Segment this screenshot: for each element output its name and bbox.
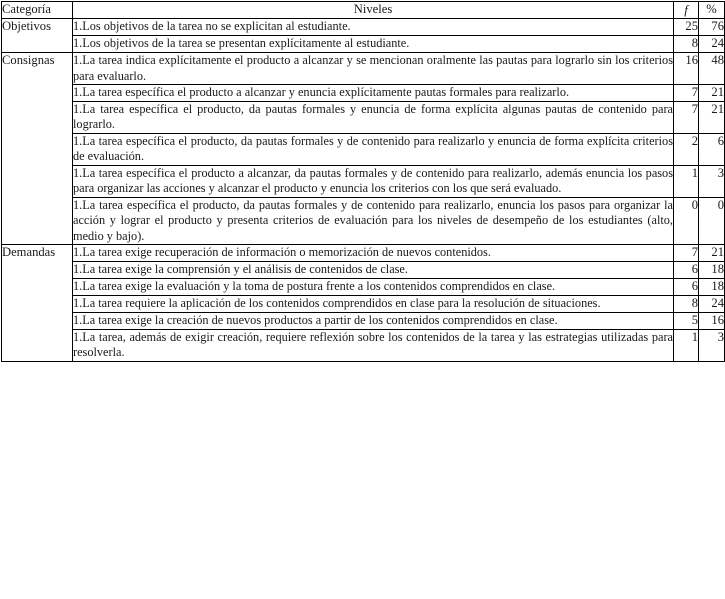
column-header-porcentaje: % [699,2,725,19]
frequency-cell: 8 [674,36,699,53]
level-description-cell: 1.La tarea requiere la aplicación de los contenidos comprendidos en clase para la resolución de situaciones. [73,295,674,312]
column-header-categoria: Categoría [2,2,73,19]
level-description-cell: 1.La tarea exige la evaluación y la toma de postura frente a los contenidos comprendidos en clase. [73,279,674,296]
table-row [2,36,725,53]
level-description-cell: 1.La tarea específica el producto, da pautas formales y de contenido para realizarlo y enuncia de forma explícita criterios de evaluación. [73,133,673,164]
percent-cell: 21 [699,245,725,262]
percent-cell: 24 [699,36,725,53]
frequency-cell: 1 [674,165,699,197]
table-row [2,133,725,165]
percent-cell: 16 [699,312,725,329]
level-description-cell: 1.Los objetivos de la tarea se presentan explícitamente al estudiante. [73,36,674,53]
levels-table [1,1,725,362]
frequency-cell: 5 [674,312,699,329]
table-row [2,19,725,36]
category-cell: Consignas [2,53,73,245]
level-description-cell: 1.La tarea específica el producto, da pautas formales y enuncia de forma explícita algunas pautas de contenido para lograrlo. [73,101,673,132]
level-description-cell: 1.La tarea indica explícitamente el producto a alcanzar y se mencionan oralmente las pautas para lograrlo sin los criterios para evaluarlo. [73,53,673,83]
level-description-cell: 1.La tarea exige la creación de nuevos productos a partir de los contenidos comprendidos en clase. [73,312,674,329]
percent-cell: 3 [699,165,725,197]
table-row [2,197,725,244]
table-row [2,279,725,296]
table-row [2,101,725,133]
percent-cell: 3 [699,329,725,361]
percent-cell: 76 [699,19,725,36]
frequency-cell: 8 [674,295,699,312]
frequency-cell: 0 [674,197,699,244]
category-cell: Demandas [2,245,73,361]
frequency-cell: 2 [674,133,699,165]
frequency-cell: 16 [674,53,699,85]
level-description-cell: 1.La tarea exige recuperación de información o memorización de nuevos contenidos. [73,245,674,262]
level-description-cell: 1.La tarea exige la comprensión y el análisis de contenidos de clase. [73,262,674,279]
frequency-cell: 7 [674,101,699,133]
frequency-cell: 7 [674,245,699,262]
frequency-cell: 25 [674,19,699,36]
column-header-niveles: Niveles [73,2,674,19]
table-row [2,312,725,329]
table-row [2,262,725,279]
header-row [2,2,725,19]
percent-cell: 48 [699,53,725,85]
frequency-cell: 6 [674,262,699,279]
percent-cell: 6 [699,133,725,165]
percent-cell: 24 [699,295,725,312]
table-row [2,165,725,197]
level-description-cell: 1.Los objetivos de la tarea no se explicitan al estudiante. [73,19,674,36]
percent-cell: 21 [699,85,725,102]
table-body [2,19,725,361]
percent-cell: 21 [699,101,725,133]
percent-cell: 0 [699,197,725,244]
percent-cell: 18 [699,279,725,296]
table-row [2,295,725,312]
table-header [2,2,725,19]
column-header-frecuencia: f [674,2,699,19]
level-description-cell: 1.La tarea específica el producto a alcanzar y enuncia explícitamente pautas formales para realizarlo. [73,85,674,102]
frequency-cell: 6 [674,279,699,296]
table-row [2,329,725,361]
percent-cell: 18 [699,262,725,279]
level-description-cell: 1.La tarea específica el producto, da pautas formales y de contenido para realizarlo, enuncia los pasos para organizar la acción y lograr el producto y presenta criterios de evaluación para los niveles de desempeño de los estudiantes (alto, medio y bajo). [73,197,673,243]
table-row [2,85,725,102]
level-description-cell: 1.La tarea específica el producto a alcanzar, da pautas formales y de contenido para realizarlo, además enuncia los pasos para organizar las acciones y alcanzar el producto y enuncia los criterios con los que será evaluado. [73,165,673,196]
level-description-cell: 1.La tarea, además de exigir creación, requiere reflexión sobre los contenidos de la tarea y las estrategias utilizadas para resolverla. [73,329,673,360]
table-row [2,245,725,262]
frequency-cell: 1 [674,329,699,361]
category-cell: Objetivos [2,19,73,53]
table-container [0,1,725,599]
table-row [2,53,725,85]
frequency-cell: 7 [674,85,699,102]
